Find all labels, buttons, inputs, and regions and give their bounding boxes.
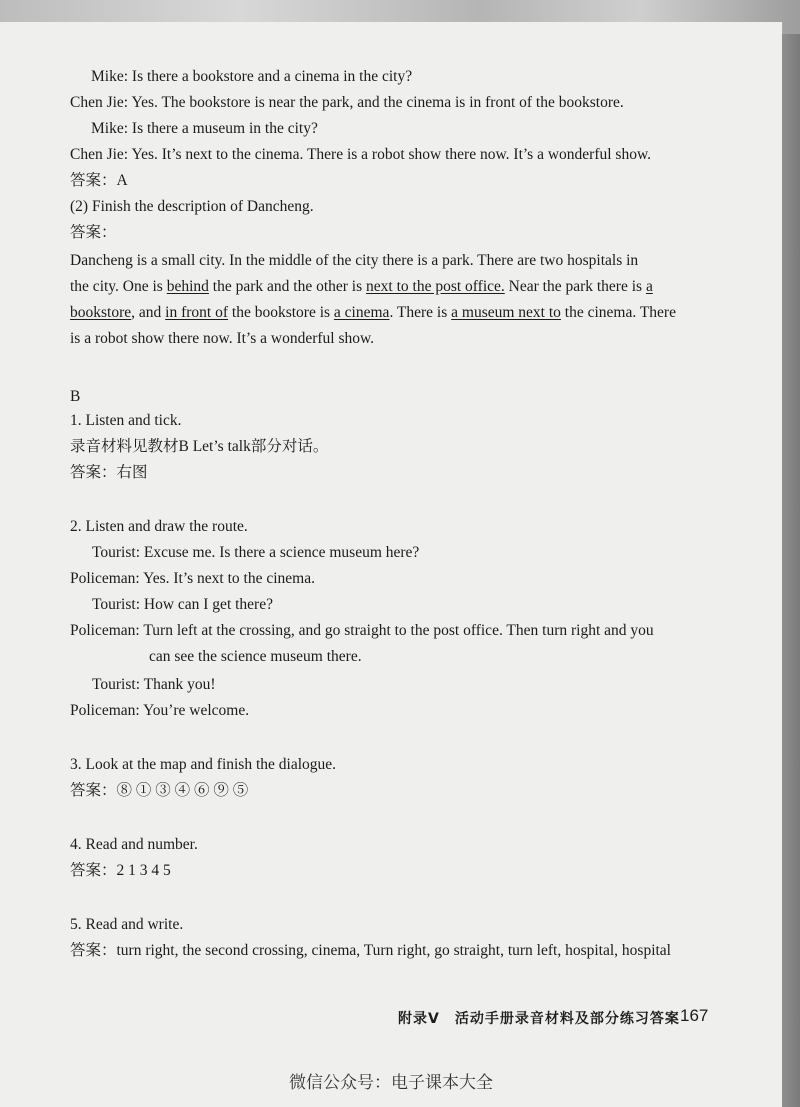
filled-answer: in front of <box>165 304 229 321</box>
speaker: Chen Jie: <box>70 94 129 111</box>
description-line: the city. One is behind the park and the other is next to the post office. Near the park there is a <box>70 278 653 295</box>
filled-answer: a museum next to <box>451 304 561 321</box>
filled-answer: a cinema <box>333 304 390 321</box>
section-heading: B <box>70 388 81 405</box>
filled-answer: next to the post office. <box>366 278 505 295</box>
answer-text: 答案：右图 <box>70 464 148 481</box>
dialogue-line <box>70 618 654 644</box>
dialogue-line <box>92 592 273 618</box>
speaker: Tourist: <box>92 596 140 613</box>
utterance: How can I get there? <box>143 596 273 613</box>
question-title: 2. Listen and draw the route. <box>70 518 248 535</box>
description-line: is a robot show there now. It’s a wonderful show. <box>70 330 375 347</box>
utterance: Yes. The bookstore is near the park, and the cinema is in front of the bookstore. <box>131 94 624 111</box>
speaker: Chen Jie: <box>70 146 129 163</box>
answer-text: 答案：turn right, the second crossing, cinema, Turn right, go straight, turn left, hospital, hospital <box>70 942 671 959</box>
watermark-text: 微信公众号：电子课本大全 <box>289 1073 493 1093</box>
dialogue-line <box>92 672 216 698</box>
utterance: Yes. It’s next to the cinema. <box>143 570 315 587</box>
dialogue-line <box>149 644 362 670</box>
utterance: Is there a museum in the city? <box>131 120 318 137</box>
scan-right-edge <box>782 34 800 1107</box>
speaker: Policeman: <box>70 622 140 639</box>
dialogue-line <box>91 116 318 142</box>
utterance: can see the science museum there. <box>149 648 362 665</box>
answer-label: 答案： <box>70 224 117 241</box>
answer-text: 答案：⑧ ① ③ ④ ⑥ ⑨ ⑤ <box>70 782 249 799</box>
dialogue-line <box>70 142 651 168</box>
utterance: You’re welcome. <box>143 702 250 719</box>
dialogue-line <box>70 90 624 116</box>
question-title: 3. Look at the map and finish the dialogue. <box>70 756 337 773</box>
filled-answer: bookstore <box>70 304 132 321</box>
page <box>0 22 783 1107</box>
filled-answer: behind <box>166 278 209 295</box>
question-title: (2) Finish the description of Dancheng. <box>70 198 314 215</box>
speaker: Tourist: <box>92 676 140 693</box>
dialogue-line <box>92 540 419 566</box>
question-title: 5. Read and write. <box>70 916 184 933</box>
dialogue-line <box>70 698 249 724</box>
running-footer: 附录V 活动手册录音材料及部分练习答案 <box>398 1011 680 1027</box>
question-title: 1. Listen and tick. <box>70 412 182 429</box>
filled-answer: a <box>645 278 653 295</box>
utterance: Yes. It’s next to the cinema. There is a robot show there now. It’s a wonderful show. <box>131 146 652 163</box>
speaker: Policeman: <box>70 570 140 587</box>
answer-text: 答案：2 1 3 4 5 <box>70 862 171 879</box>
utterance: Excuse me. Is there a science museum here? <box>143 544 420 561</box>
speaker: Mike: <box>91 120 129 137</box>
speaker: Tourist: <box>92 544 140 561</box>
page-number: 167 <box>680 1006 709 1025</box>
utterance: Turn left at the crossing, and go straight to the post office. Then turn right and you <box>143 622 654 639</box>
speaker: Mike: <box>91 68 129 85</box>
note-text: 录音材料见教材B Let’s talk部分对话。 <box>70 438 329 455</box>
speaker: Policeman: <box>70 702 140 719</box>
answer-text: 答案：A <box>70 172 128 189</box>
dialogue-line <box>91 64 412 90</box>
description-line: Dancheng is a small city. In the middle of the city there is a park. There are two hospitals in <box>70 252 639 269</box>
question-title: 4. Read and number. <box>70 836 198 853</box>
description-line: bookstore, and in front of the bookstore is a cinema. There is a museum next to the cinema. There <box>70 304 676 321</box>
dialogue-line <box>70 566 315 592</box>
utterance: Thank you! <box>143 676 216 693</box>
utterance: Is there a bookstore and a cinema in the city? <box>131 68 413 85</box>
